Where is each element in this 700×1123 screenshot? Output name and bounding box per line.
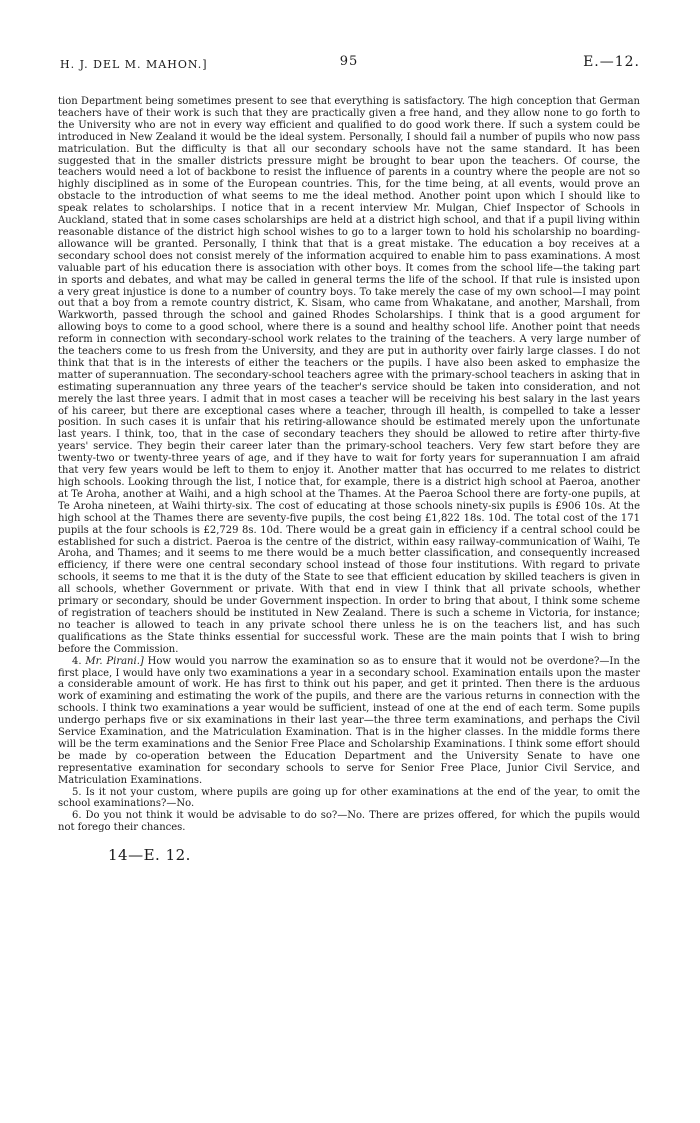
signature-mark: 14—E. 12. bbox=[108, 846, 191, 865]
testimony-paragraph: tion Department being sometimes present to see that everything is satisfactory. The high conception that German teachers have of their work is such that they are practically given a free hand, and they allow none to go forth to the University who are not in every way efficient and qualified to do good work there. If such a system could be introduced in New Zealand it would be the ideal system. Personally, I should fail a number of pupils who now pass matriculation. But the difficulty is that all our secondary schools have not the same standard. It has been suggested that in the smaller districts pressure might be brought to bear upon the teachers. Of course, the teachers would need a lot of backbone to resist the influence of parents in a country where the people are not so highly disciplined as in some of the European countries. This, for the time being, at all events, would prove an obstacle to the introduction of what seems to me the ideal method. Another point upon which I should like to speak relates to scholarships. I notice that in a recent interview Mr. Mulgan, Chief Inspector of Schools in Auckland, stated that in some cases scholarships are held at a district high school, and that if a pupil living within reasonable distance of the district high school wishes to go to a larger town to hold his scholarship no boarding-allowance will be granted. Personally, I think that that is a great mistake. The education a boy receives at a secondary school does not consist merely of the information acquired to enable him to pass examinations. A most valuable part of his education there is association with other boys. It comes from the school life—the taking part in sports and debates, and what may be called in general terms the life of the school. If that rule is insisted upon a very great injustice is done to a number of country boys. To take merely the case of my own school—I may point out that a boy from a remote country district, K. Sisam, who came from Whakatane, and another, Marshall, from Warkworth, passed through the school and gained Rhodes Scholarships. I think that is a good argument for allowing boys to come to a good school, where there is a sound and healthy school life. Another point that needs reform in connection with secondary-school work relates to the training of the teachers. A very large number of the teachers come to us fresh from the University, and they are put in authority over fairly large classes. I do not think that that is in the interests of either the teachers or the pupils. I have also been asked to emphasize the matter of superannuation. The secondary-school teachers agree with the primary-school teachers in asking that in estimating superannuation any three years of the teacher's service should be taken into consideration, and not merely the last three years. I admit that in most cases a teacher will be receiving his best salary in the last years of his career, but there are exceptional cases where a teacher, through ill health, is compelled to take a lesser position. In such cases it is unfair that his retiring-allowance should be estimated merely upon the unfortunate last years. I think, too, that in the case of secondary teachers they should be allowed to retire after thirty-five years' service. They begin their career later than the primary-school teachers. Very few start before they are twenty-two or twenty-three years of age, and if they have to wait for forty years for superannuation I am afraid that very few years would be left to them to enjoy it. Another matter that has occurred to me relates to district high schools. Looking through the list, I notice that, for example, there is a district high school at Paeroa, another at Te Aroha, another at Waihi, and a high school at the Thames. At the Paeroa School there are forty-one pupils, at Te Aroha nineteen, at Waihi thirty-six. The cost of educating at those schools ninety-six pupils is £906 10s. At the high school at the Thames there are seventy-five pupils, the cost being £1,822 18s. 10d. The total cost of the 171 pupils at the four schools is £2,729 8s. 10d. There would be a great gain in efficiency if a central school could be established for such a district. Paeroa is the centre of the district, within easy railway-communication of Waihi, Te Aroha, and Thames; and it seems to me there would be a much better classification, and consequently increased efficiency, if there were one central secondary school instead of those four institutions. With regard to private schools, it seems to me that it is the duty of the State to see that efficient education by skilled teachers is given in all schools, whether Government or private. With that end in view I think that all private schools, whether primary or secondary, should be under Government inspection. In order to bring that about, I think some scheme of registration of teachers should be instituted in New Zealand. There is such a scheme in Victoria, for instance; no teacher is allowed to teach in any private school there unless he is on the teachers list, and has such qualifications as the State thinks essential for successful work. These are the main points that I wish to bring before the Commission. bbox=[58, 96, 640, 655]
question-4-speaker: Mr. Pirani.] bbox=[85, 655, 144, 667]
running-header bbox=[58, 52, 640, 74]
question-5: 5. Is it not your custom, where pupils are going up for other examinations at the end of the year, to omit the school examinations?—No. bbox=[58, 786, 640, 810]
header-witness-name: H. J. DEL M. MAHON.] bbox=[60, 58, 208, 71]
document-reference: E.—12. bbox=[583, 54, 640, 70]
question-6: 6. Do you not think it would be advisable to do so?—No. There are prizes offered, for which the pupils would not forego their chances. bbox=[58, 810, 640, 834]
question-4-text: How would you narrow the examination so as to ensure that it would not be overdone?—In the first place, I would have only two examinations a year in a secondary school. Examination entails upon the master a considerable amount of work. He has first to think out his paper, and get it printed. Then there is the arduous work of examining and estimating the work of the pupils, and there are the various returns in connection with the schools. I think two examinations a year would be sufficient, instead of one at the end of each term. Some pupils undergo perhaps five or six examinations in their last year—the three term examinations, and perhaps the Civil Service Examination, and the Matriculation Examination. That is in the higher classes. In the middle forms there will be the term examinations and the Senior Free Place and Scholarship Examinations. I think some effort should be made by co-operation between the Education Department and the University Senate to have one representative examination for secondary schools to serve for Senior Free Place, Junior Civil Service, and Matriculation Examinations. bbox=[58, 655, 641, 786]
question-4 bbox=[58, 656, 640, 787]
page-number: 95 bbox=[339, 54, 359, 69]
document-body bbox=[58, 96, 640, 834]
document-page bbox=[58, 52, 640, 864]
question-4-number: 4. bbox=[72, 655, 82, 667]
